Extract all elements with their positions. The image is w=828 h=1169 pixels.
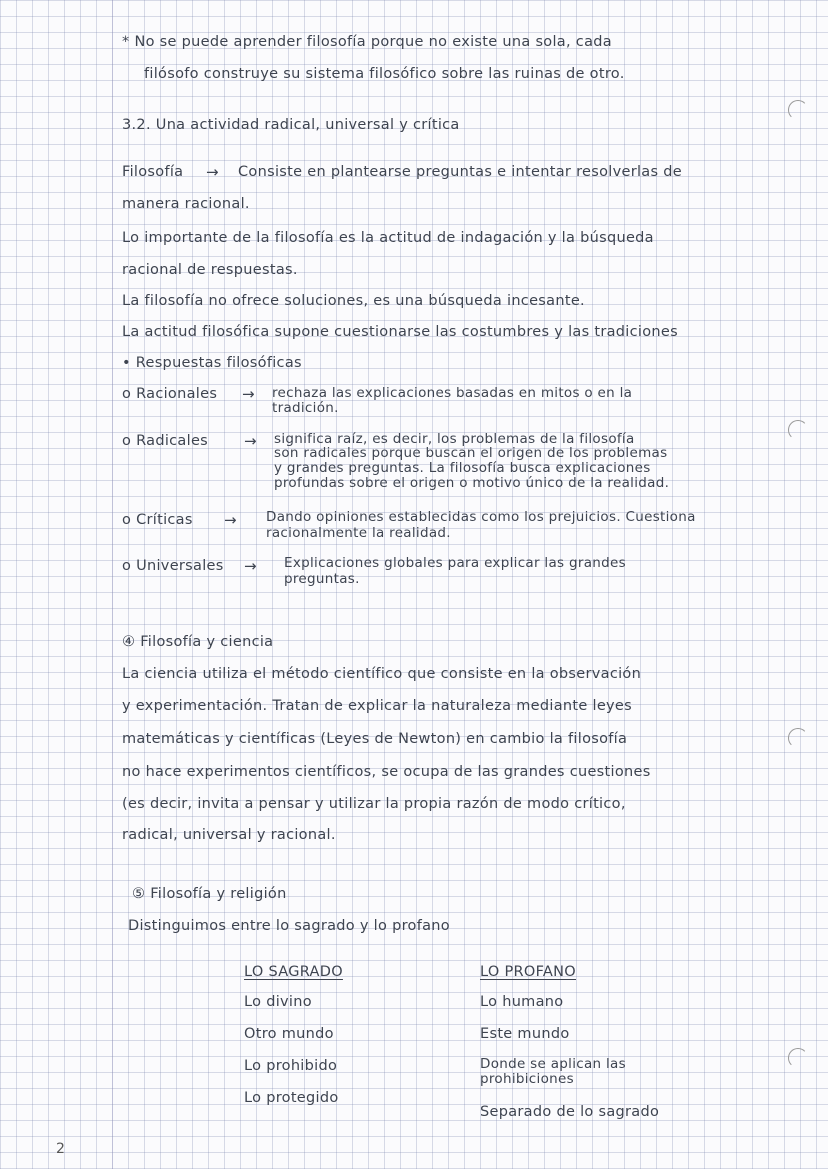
binder-ring-mark — [788, 420, 808, 440]
section-4-line: radical, universal y racional. — [122, 827, 336, 843]
item-line: significa raíz, es decir, los problemas de la filosofía — [274, 431, 635, 447]
binder-ring-mark — [788, 728, 808, 748]
profano-item: Lo humano — [480, 994, 564, 1010]
item-term: o Radicales — [122, 433, 209, 449]
paragraph-line: La filosofía no ofrece soluciones, es una búsqueda incesante. — [122, 293, 585, 309]
item-term: o Racionales — [122, 386, 218, 402]
section-4-line: no hace experimentos científicos, se ocupa de las grandes cuestiones — [122, 764, 651, 780]
note-line-1: * No se puede aprender filosofía porque no existe una sola, cada — [122, 34, 612, 50]
section-3-2-title: 3.2. Una actividad radical, universal y crítica — [122, 117, 460, 133]
item-line: son radicales porque buscan el origen de los problemas — [274, 445, 668, 461]
section-4-line: matemáticas y científicas (Leyes de Newton) en cambio la filosofía — [122, 731, 628, 747]
sagrado-item: Lo prohibido — [244, 1058, 338, 1074]
profano-item: Este mundo — [480, 1026, 570, 1042]
profano-header: LO PROFANO — [480, 964, 577, 980]
respuestas-heading: • Respuestas filosóficas — [122, 355, 302, 371]
definition-text-2: manera racional. — [122, 196, 250, 212]
section-5-title: ⑤ Filosofía y religión — [132, 886, 287, 902]
item-line: tradición. — [272, 400, 339, 416]
item-line: y grandes preguntas. La filosofía busca explicaciones — [274, 460, 651, 476]
item-line: Explicaciones globales para explicar las grandes — [284, 555, 626, 571]
arrow-icon: → — [242, 385, 255, 403]
paragraph-line: racional de respuestas. — [122, 262, 298, 278]
definition-text: Consiste en plantearse preguntas e intentar resolverlas de — [238, 164, 682, 180]
section-4-line: La ciencia utiliza el método científico que consiste en la observación — [122, 666, 642, 682]
item-term: o Universales — [122, 558, 224, 574]
profano-item: prohibiciones — [480, 1071, 574, 1087]
item-term: o Críticas — [122, 512, 193, 528]
arrow-icon: → — [206, 163, 219, 181]
binder-ring-mark — [788, 1048, 808, 1068]
note-line-2: filósofo construye su sistema filosófico sobre las ruinas de otro. — [144, 66, 625, 82]
section-5-intro: Distinguimos entre lo sagrado y lo profano — [128, 918, 450, 934]
sagrado-item: Lo divino — [244, 994, 312, 1010]
item-line: rechaza las explicaciones basadas en mitos o en la — [272, 385, 633, 401]
arrow-icon: → — [224, 511, 237, 529]
sagrado-item: Lo protegido — [244, 1090, 339, 1106]
page-number: 2 — [56, 1141, 65, 1157]
paragraph-line: La actitud filosófica supone cuestionarse las costumbres y las tradiciones — [122, 324, 678, 340]
section-4-line: (es decir, invita a pensar y utilizar la propia razón de modo crítico, — [122, 796, 626, 812]
item-line: preguntas. — [284, 571, 360, 587]
profano-item: Separado de lo sagrado — [480, 1104, 660, 1120]
section-4-line: y experimentación. Tratan de explicar la naturaleza mediante leyes — [122, 698, 633, 714]
sagrado-header: LO SAGRADO — [244, 964, 343, 980]
arrow-icon: → — [244, 432, 257, 450]
arrow-icon: → — [244, 557, 257, 575]
paragraph-line: Lo importante de la filosofía es la actitud de indagación y la búsqueda — [122, 230, 654, 246]
definition-term: Filosofía — [122, 164, 184, 180]
item-line: racionalmente la realidad. — [266, 525, 451, 541]
section-4-title: ④ Filosofía y ciencia — [122, 634, 274, 650]
item-line: profundas sobre el origen o motivo único de la realidad. — [274, 475, 670, 491]
binder-ring-mark — [788, 100, 808, 120]
margin-line — [112, 0, 113, 1169]
profano-item: Donde se aplican las — [480, 1056, 626, 1072]
item-line: Dando opiniones establecidas como los prejuicios. Cuestiona — [266, 509, 696, 525]
sagrado-item: Otro mundo — [244, 1026, 334, 1042]
